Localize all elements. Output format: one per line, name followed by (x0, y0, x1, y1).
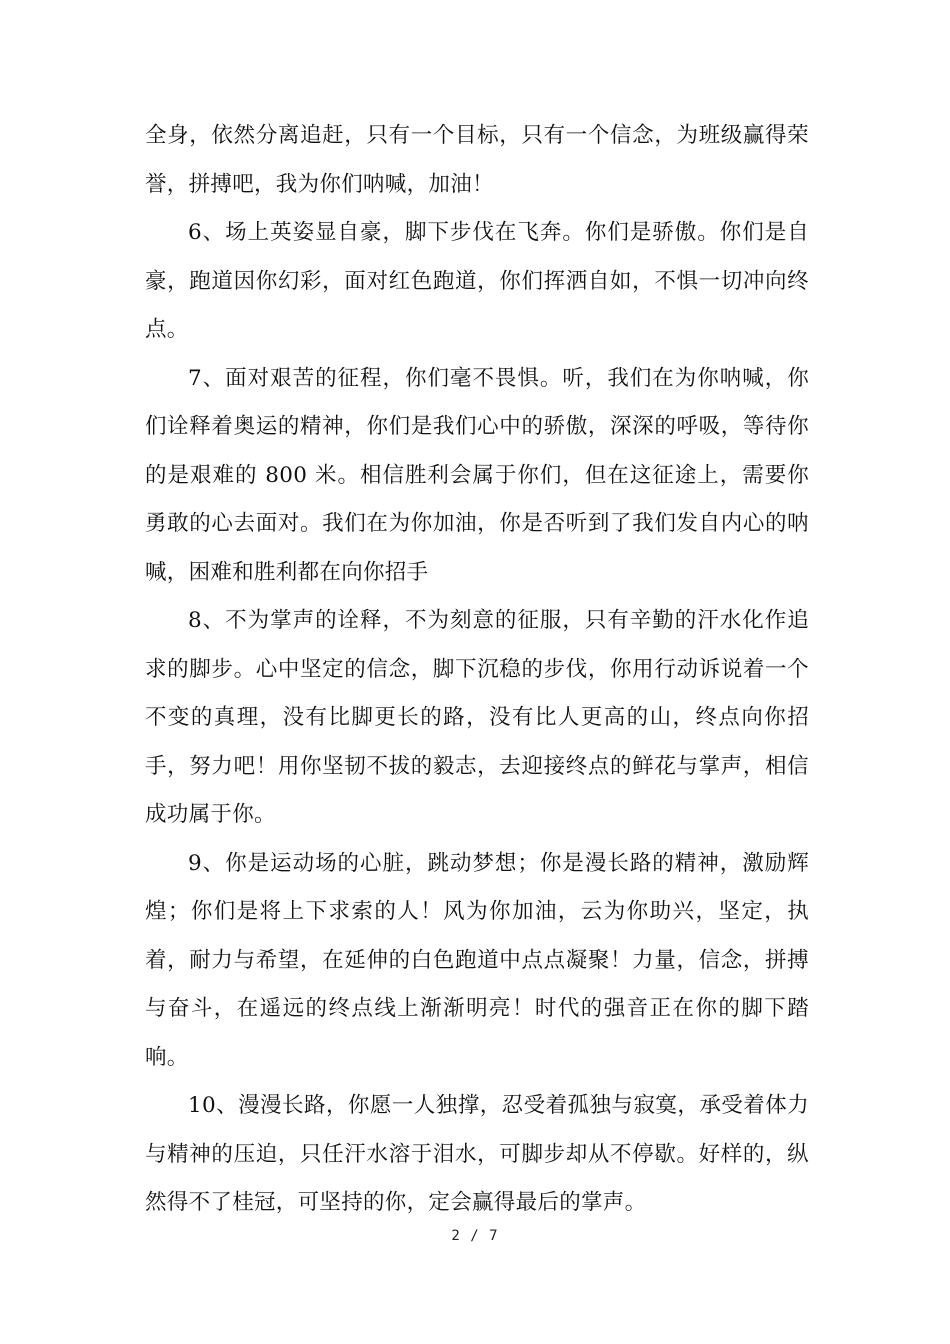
paragraph-continuation: 全身，依然分离追赶，只有一个目标，只有一个信念，为班级赢得荣誉，拼搏吧，我为你们呐喊，加油！ (145, 123, 809, 197)
paragraph-item-7: 7、面对艰苦的征程，你们毫不畏惧。听，我们在为你呐喊，你们诠释着奥运的精神，你们是我们心中的骄傲，深深的呼吸，等待你的是艰难的 800 米。相信胜利会属于你们，但在这征途上，需要你勇敢的心去面对。我们在为你加油，你是否听到了我们发自内心的呐喊，困难和胜利都在向你招手 (145, 365, 809, 585)
paragraph-item-9: 9、你是运动场的心脏，跳动梦想；你是漫长路的精神，激励辉煌；你们是将上下求索的人！风为你加油，云为你助兴，坚定，执着，耐力与希望，在延伸的白色跑道中点点凝聚！力量，信念，拼搏与奋斗，在遥远的终点线上渐渐明亮！时代的强音正在你的脚下踏响。 (145, 850, 809, 1070)
document-body (145, 112, 809, 1228)
paragraph-item-10: 10、漫漫长路，你愿一人独撑，忍受着孤独与寂寞，承受着体力与精神的压迫，只任汗水溶于泪水，可脚步却从不停歇。好样的，纵然得不了桂冠，可坚持的你，定会赢得最后的掌声。 (145, 1093, 809, 1215)
page-number: 2 / 7 (451, 1228, 499, 1244)
paragraph-item-6: 6、场上英姿显自豪，脚下步伐在飞奔。你们是骄傲。你们是自豪，跑道因你幻彩，面对红色跑道，你们挥洒自如，不惧一切冲向终点。 (145, 220, 809, 342)
paragraph-item-8: 8、不为掌声的诠释，不为刻意的征服，只有辛勤的汗水化作追求的脚步。心中坚定的信念，脚下沉稳的步伐，你用行动诉说着一个不变的真理，没有比脚更长的路，没有比人更高的山，终点向你招手，努力吧！用你坚韧不拔的毅志，去迎接终点的鲜花与掌声，相信成功属于你。 (145, 608, 809, 827)
